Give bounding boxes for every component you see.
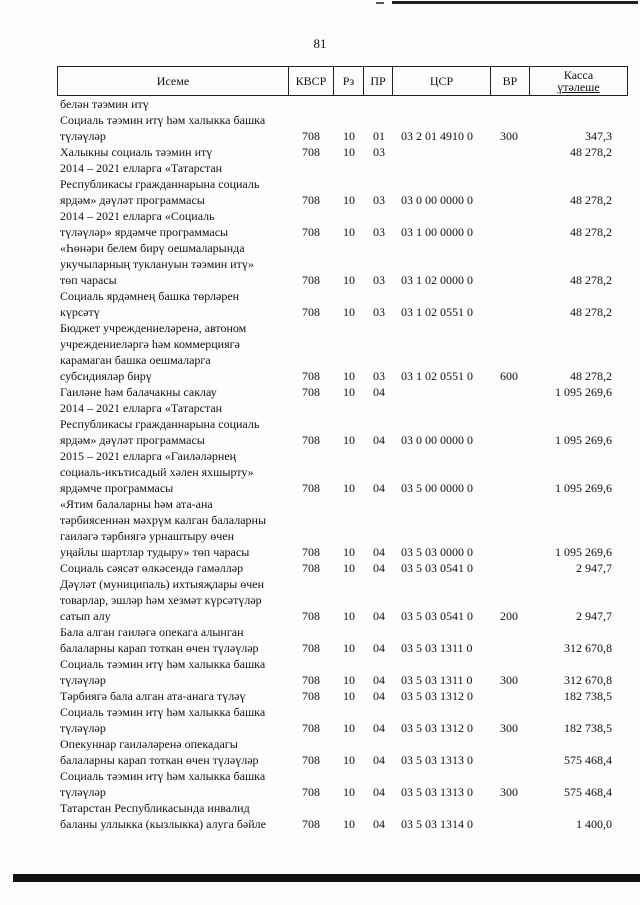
row-name-line: карамаган башка оешмаларга <box>60 353 211 367</box>
cell-pr: 04 <box>373 641 385 655</box>
cell-vr: 300 <box>500 721 518 735</box>
row-name <box>60 576 281 624</box>
cell-kvsr: 708 <box>302 433 320 447</box>
row-name <box>60 400 281 448</box>
cell-rz: 10 <box>343 785 355 799</box>
cell-kassa: 575 468,4 <box>564 753 612 767</box>
cell-csr: 03 5 00 0000 0 <box>401 481 473 495</box>
cell-kvsr: 708 <box>302 689 320 703</box>
cell-rz: 10 <box>343 545 355 559</box>
cell-csr: 03 1 02 0000 0 <box>401 273 473 287</box>
table-row <box>0 112 640 144</box>
row-name-line: күрсәтү <box>60 305 100 319</box>
row-name <box>60 448 281 496</box>
row-name <box>60 320 281 384</box>
cell-kassa: 48 278,2 <box>570 145 612 159</box>
header-kassa <box>530 67 627 95</box>
table-row <box>0 160 640 208</box>
cell-pr: 04 <box>373 673 385 687</box>
row-name-line: Социаль тәэмин итү һәм халыкка башка <box>60 705 266 719</box>
row-name-line: түләүләр <box>60 129 106 143</box>
cell-kvsr: 708 <box>302 145 320 159</box>
row-name <box>60 144 281 160</box>
cell-rz: 10 <box>343 817 355 831</box>
cell-kassa: 48 278,2 <box>570 305 612 319</box>
table-row <box>0 656 640 688</box>
row-name-line: Татарстан Республикасында инвалид <box>60 801 250 815</box>
cell-kassa: 312 670,8 <box>564 641 612 655</box>
cell-kassa: 312 670,8 <box>564 673 612 687</box>
header-name: Исеме <box>156 74 190 88</box>
row-name-line: Тәрбиягә бала алган ата-анага түләү <box>60 689 246 703</box>
cell-pr: 03 <box>373 305 385 319</box>
table-row <box>0 736 640 768</box>
row-name-line: учреждениеләргә һәм коммерциягә <box>60 337 240 351</box>
cell-csr: 03 5 03 1313 0 <box>401 753 473 767</box>
table-row <box>0 624 640 656</box>
row-name-line: түләүләр <box>60 721 106 735</box>
cell-csr: 03 0 00 0000 0 <box>401 433 473 447</box>
row-name-line: 2014 – 2021 елларга «Татарстан <box>60 401 223 415</box>
cell-kassa: 48 278,2 <box>570 193 612 207</box>
row-name-line: Социаль сәясәт өлкәсендә гамәлләр <box>60 561 244 575</box>
cell-pr: 04 <box>373 753 385 767</box>
cell-csr: 03 5 03 1311 0 <box>401 673 473 687</box>
cell-kassa: 48 278,2 <box>570 273 612 287</box>
cell-kvsr: 708 <box>302 641 320 655</box>
cell-rz: 10 <box>343 481 355 495</box>
cell-kassa: 2 947,7 <box>576 609 612 623</box>
scan-mark <box>376 2 384 4</box>
row-name <box>60 704 281 736</box>
cell-vr: 300 <box>500 785 518 799</box>
cell-rz: 10 <box>343 385 355 399</box>
cell-kvsr: 708 <box>302 305 320 319</box>
cell-rz: 10 <box>343 561 355 575</box>
row-name-line: Опекуннар гаиләләренә опекадагы <box>60 737 238 751</box>
cell-pr: 03 <box>373 273 385 287</box>
cell-kassa: 182 738,5 <box>564 721 612 735</box>
cell-csr: 03 1 00 0000 0 <box>401 225 473 239</box>
cell-kvsr: 708 <box>302 721 320 735</box>
row-name-line: Республикасы гражданнарына социаль <box>60 177 260 191</box>
row-name-line: балаларны карап тоткан өчен түләүләр <box>60 641 259 655</box>
row-name <box>60 624 281 656</box>
row-name <box>60 208 281 240</box>
cell-kvsr: 708 <box>302 193 320 207</box>
table-row <box>0 704 640 736</box>
row-name <box>60 496 281 560</box>
cell-rz: 10 <box>343 193 355 207</box>
row-name-line: 2014 – 2021 елларга «Социаль <box>60 209 215 223</box>
row-name <box>60 384 281 400</box>
cell-csr: 03 5 03 0000 0 <box>401 545 473 559</box>
cell-kvsr: 708 <box>302 481 320 495</box>
cell-kvsr: 708 <box>302 673 320 687</box>
cell-csr: 03 5 03 0541 0 <box>401 561 473 575</box>
cell-pr: 04 <box>373 609 385 623</box>
cell-csr: 03 1 02 0551 0 <box>401 369 473 383</box>
cell-rz: 10 <box>343 305 355 319</box>
row-name-line: Гаиләне һәм балачакны саклау <box>60 385 217 399</box>
cell-vr: 200 <box>500 609 518 623</box>
table-body <box>0 96 640 832</box>
header-kvsr: КВСР <box>295 74 327 88</box>
table-row <box>0 144 640 160</box>
cell-kvsr: 708 <box>302 561 320 575</box>
table-row <box>0 96 640 112</box>
table-row <box>0 448 640 496</box>
cell-vr: 300 <box>500 673 518 687</box>
cell-csr: 03 5 03 1314 0 <box>401 817 473 831</box>
cell-vr: 300 <box>500 129 518 143</box>
cell-rz: 10 <box>343 369 355 383</box>
row-name-line: түләүләр <box>60 673 106 687</box>
table-row <box>0 688 640 704</box>
cell-pr: 04 <box>373 481 385 495</box>
header-kassa-line2: үтәлеше <box>557 80 600 94</box>
cell-pr: 03 <box>373 369 385 383</box>
row-name-line: «Ятим балаларны һәм ата-ана <box>60 497 213 511</box>
row-name-line: 2014 – 2021 елларга «Татарстан <box>60 161 223 175</box>
cell-rz: 10 <box>343 273 355 287</box>
row-name-line: ярдәм» дәүләт программасы <box>60 433 205 447</box>
cell-kvsr: 708 <box>302 817 320 831</box>
cell-kvsr: 708 <box>302 385 320 399</box>
table-header <box>57 66 628 96</box>
cell-rz: 10 <box>343 641 355 655</box>
cell-kassa: 1 095 269,6 <box>555 545 612 559</box>
cell-csr: 03 5 03 1312 0 <box>401 721 473 735</box>
header-kassa-line1: Касса <box>563 68 594 82</box>
row-name-line: Бюджет учреждениеләренә, автоном <box>60 321 247 335</box>
row-name-line: Республикасы гражданнарына социаль <box>60 417 260 431</box>
row-name-line: 2015 – 2021 елларга «Гаиләләрнең <box>60 449 237 463</box>
top-rule <box>392 1 638 4</box>
cell-pr: 03 <box>373 145 385 159</box>
row-name-line: төп чарасы <box>60 273 117 287</box>
cell-kvsr: 708 <box>302 609 320 623</box>
table-row <box>0 208 640 240</box>
cell-pr: 04 <box>373 433 385 447</box>
row-name-line: Социаль тәэмин итү һәм халыкка башка <box>60 113 266 127</box>
row-name-line: ярдәмче программасы <box>60 481 174 495</box>
cell-csr: 03 1 02 0551 0 <box>401 305 473 319</box>
cell-csr: 03 5 03 1312 0 <box>401 689 473 703</box>
table-row <box>0 800 640 832</box>
cell-kassa: 1 095 269,6 <box>555 385 612 399</box>
table-row <box>0 400 640 448</box>
row-name-line: түләүләр <box>60 785 106 799</box>
page-number: 81 <box>313 36 327 51</box>
row-name-line: укучыларның туклануын тәэмин итү» <box>60 257 254 271</box>
table-row <box>0 320 640 384</box>
row-name <box>60 768 281 800</box>
cell-rz: 10 <box>343 129 355 143</box>
table-row <box>0 288 640 320</box>
row-name-line: Дәүләт (муниципаль) ихтыяҗлары өчен <box>60 577 265 591</box>
row-name-line: субсидияләр бирү <box>60 369 152 383</box>
cell-vr: 600 <box>500 369 518 383</box>
cell-kassa: 1 095 269,6 <box>555 481 612 495</box>
row-name-line: «Һөнәри белем бирү оешмаларында <box>60 241 245 255</box>
row-name <box>60 688 281 704</box>
row-name-line: Халыкны социаль тәэмин итү <box>60 145 213 159</box>
cell-kassa: 182 738,5 <box>564 689 612 703</box>
cell-csr: 03 5 03 1313 0 <box>401 785 473 799</box>
cell-csr: 03 2 01 4910 0 <box>401 129 473 143</box>
cell-csr: 03 5 03 0541 0 <box>401 609 473 623</box>
row-name-line: товарлар, эшләр һәм хезмәт күрсәтүләр <box>60 593 262 607</box>
row-name-line: Социаль ярдәмнең башка төрләрен <box>60 289 240 303</box>
row-name-line: Социаль тәэмин итү һәм халыкка башка <box>60 657 266 671</box>
bottom-bar <box>13 874 640 882</box>
cell-kvsr: 708 <box>302 129 320 143</box>
cell-rz: 10 <box>343 673 355 687</box>
row-name-line: балаларны карап тоткан өчен түләүләр <box>60 753 259 767</box>
cell-pr: 04 <box>373 785 385 799</box>
cell-pr: 04 <box>373 385 385 399</box>
cell-pr: 04 <box>373 689 385 703</box>
row-name <box>60 560 281 576</box>
row-name <box>60 96 281 112</box>
row-name-line: сатып алу <box>60 609 111 623</box>
row-name-line: Бала алган гаиләгә опекага алынган <box>60 625 244 639</box>
row-name-line: белән тәэмин итү <box>60 97 149 111</box>
cell-kvsr: 708 <box>302 785 320 799</box>
row-name-line: баланы уллыкка (кызлыкка) алуга бәйле <box>60 817 266 831</box>
cell-pr: 04 <box>373 817 385 831</box>
table-row <box>0 384 640 400</box>
cell-kassa: 1 095 269,6 <box>555 433 612 447</box>
row-name-line: гаиләгә тәрбиягә урнаштыру өчен <box>60 529 235 543</box>
cell-rz: 10 <box>343 433 355 447</box>
table-row <box>0 240 640 288</box>
cell-kvsr: 708 <box>302 273 320 287</box>
cell-kvsr: 708 <box>302 225 320 239</box>
row-name <box>60 736 281 768</box>
cell-kvsr: 708 <box>302 753 320 767</box>
cell-kvsr: 708 <box>302 545 320 559</box>
cell-kassa: 1 400,0 <box>576 817 612 831</box>
cell-rz: 10 <box>343 689 355 703</box>
cell-kassa: 2 947,7 <box>576 561 612 575</box>
cell-pr: 04 <box>373 721 385 735</box>
row-name-line: түләүләр» ярдәмче программасы <box>60 225 229 239</box>
cell-csr: 03 5 03 1311 0 <box>401 641 473 655</box>
cell-rz: 10 <box>343 609 355 623</box>
row-name <box>60 288 281 320</box>
table-row <box>0 768 640 800</box>
header-pr: ПР <box>370 74 386 88</box>
cell-pr: 03 <box>373 225 385 239</box>
row-name <box>60 112 281 144</box>
cell-rz: 10 <box>343 145 355 159</box>
cell-pr: 03 <box>373 193 385 207</box>
table-row <box>0 496 640 560</box>
cell-rz: 10 <box>343 753 355 767</box>
cell-kassa: 48 278,2 <box>570 369 612 383</box>
row-name-line: ярдәм» дәүләт программасы <box>60 193 205 207</box>
cell-pr: 04 <box>373 545 385 559</box>
cell-kassa: 347,3 <box>585 129 612 143</box>
row-name <box>60 240 281 288</box>
cell-pr: 04 <box>373 561 385 575</box>
row-name-line: тәрбиясеннән мәхрүм калган балаларны <box>60 513 267 527</box>
cell-rz: 10 <box>343 225 355 239</box>
row-name-line: социаль-икътисадый хәлен яхшырту» <box>60 465 254 479</box>
header-vr: ВР <box>502 74 518 88</box>
row-name-line: Социаль тәэмин итү һәм халыкка башка <box>60 769 266 783</box>
header-csr: ЦСР <box>429 74 454 88</box>
cell-kassa: 575 468,4 <box>564 785 612 799</box>
cell-kvsr: 708 <box>302 369 320 383</box>
table-row <box>0 576 640 624</box>
row-name <box>60 656 281 688</box>
cell-csr: 03 0 00 0000 0 <box>401 193 473 207</box>
cell-kassa: 48 278,2 <box>570 225 612 239</box>
table-row <box>0 560 640 576</box>
row-name <box>60 800 281 832</box>
row-name-line: уңайлы шартлар тудыру» төп чарасы <box>60 545 250 559</box>
cell-rz: 10 <box>343 721 355 735</box>
row-name <box>60 160 281 208</box>
header-rz: Рз <box>342 74 355 88</box>
cell-pr: 01 <box>373 129 385 143</box>
